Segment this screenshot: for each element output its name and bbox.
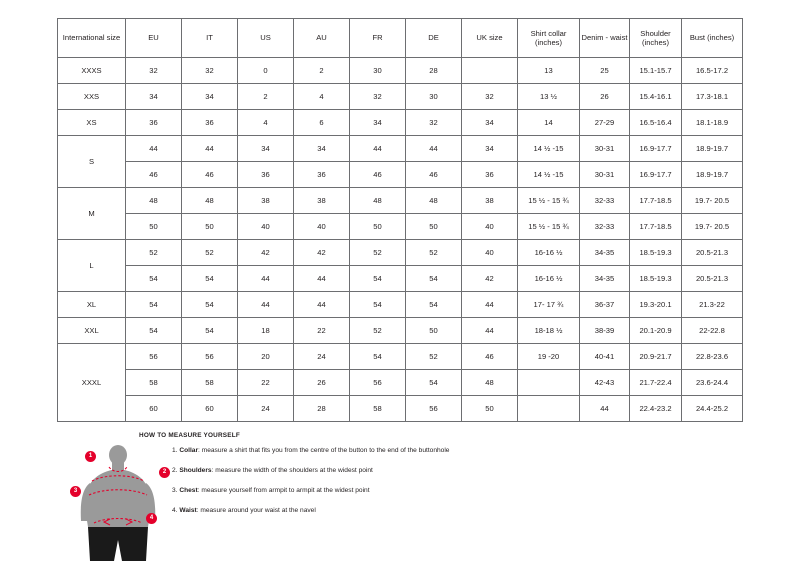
table-cell: 36 [238,162,294,188]
table-cell: 16-16 ½ [518,240,580,266]
table-cell: 54 [350,266,406,292]
table-cell: 25 [580,58,630,84]
instruction-number: 1. [172,447,178,454]
table-cell: 44 [294,292,350,318]
table-cell: 0 [238,58,294,84]
table-cell: 54 [350,344,406,370]
table-cell: 40-41 [580,344,630,370]
table-cell: 54 [350,292,406,318]
table-cell: 44 [580,396,630,422]
table-row [58,292,743,318]
column-header-shoulder: Shoulder (inches) [630,19,682,58]
cell-international-size: XXS [58,84,126,110]
instruction-number: 3. [172,487,178,495]
table-cell: 44 [182,136,238,162]
table-cell: 44 [406,136,462,162]
instruction-text: : measure the width of the shoulders at the widest point [211,467,373,475]
torso-diagram-icon [70,443,170,566]
table-cell: 30 [350,58,406,84]
table-cell: 42 [238,240,294,266]
table-cell: 20.9-21.7 [630,344,682,370]
table-cell: 34 [294,136,350,162]
instruction-text: : measure a shirt that fits you from the centre of the button to the end of the buttonhole [198,447,450,454]
table-cell: 48 [350,188,406,214]
column-header-shirt-collar: Shirt collar (inches) [518,19,580,58]
table-cell: 52 [350,318,406,344]
table-cell: 46 [462,344,518,370]
table-cell: 36 [126,110,182,136]
badge-shoulders: 2 [159,467,170,478]
cell-international-size: XS [58,110,126,136]
table-cell: 15 ½ - 15 ¾ [518,188,580,214]
table-cell: 44 [238,292,294,318]
table-cell: 54 [406,370,462,396]
table-cell: 34 [126,84,182,110]
table-cell: 4 [294,84,350,110]
column-header-denim-waist: Denim - waist [580,19,630,58]
table-cell: 48 [406,188,462,214]
instruction-number: 2. [172,467,178,475]
badge-collar: 1 [85,451,96,462]
table-cell: 23.6-24.4 [682,370,743,396]
table-cell: 44 [462,292,518,318]
table-cell: 60 [126,396,182,422]
table-cell: 40 [294,214,350,240]
table-cell: 48 [462,370,518,396]
table-cell: 34 [462,110,518,136]
table-cell: 14 ½ -15 [518,162,580,188]
table-cell: 19.7- 20.5 [682,214,743,240]
table-cell: 6 [294,110,350,136]
badge-waist: 4 [146,513,157,524]
table-cell: 36 [462,162,518,188]
table-cell: 26 [580,84,630,110]
cell-international-size: XL [58,292,126,318]
instruction-number: 4. [172,507,178,515]
table-cell: 20.1-20.9 [630,318,682,344]
table-cell: 16.5-16.4 [630,110,682,136]
table-cell: 17.7-18.5 [630,188,682,214]
table-cell: 30 [406,84,462,110]
table-cell: 18.9-19.7 [682,162,743,188]
table-cell: 54 [406,292,462,318]
table-cell: 32-33 [580,188,630,214]
table-cell: 42 [294,240,350,266]
howto-heading: HOW TO MEASURE YOURSELF [139,432,240,439]
instruction-item [172,507,612,516]
table-cell: 42-43 [580,370,630,396]
table-cell: 18.5-19.3 [630,240,682,266]
table-cell: 15.1-15.7 [630,58,682,84]
table-row [58,344,743,370]
table-cell: 21.7-22.4 [630,370,682,396]
table-row [58,266,743,292]
table-cell: 54 [182,266,238,292]
table-cell: 32-33 [580,214,630,240]
table-cell: 16.9-17.7 [630,136,682,162]
table-cell: 52 [350,240,406,266]
column-header-au: AU [294,19,350,58]
table-cell: 19.7- 20.5 [682,188,743,214]
table-cell: 36-37 [580,292,630,318]
table-cell: 18 [238,318,294,344]
table-cell: 22.4-23.2 [630,396,682,422]
column-header-international-size: International size [58,19,126,58]
table-cell: 17- 17 ¾ [518,292,580,318]
table-row [58,370,743,396]
measurement-figure [70,443,170,566]
table-cell: 44 [238,266,294,292]
column-header-de: DE [406,19,462,58]
table-cell: 32 [462,84,518,110]
table-cell: 34 [238,136,294,162]
table-cell: 34 [462,136,518,162]
cell-international-size: XXXS [58,58,126,84]
table-header-row [58,19,743,58]
table-row [58,162,743,188]
table-cell: 20 [238,344,294,370]
table-cell: 44 [462,318,518,344]
instruction-item [172,447,612,456]
table-cell: 48 [126,188,182,214]
table-cell: 52 [182,240,238,266]
table-cell: 36 [294,162,350,188]
table-cell: 2 [294,58,350,84]
table-cell: 28 [406,58,462,84]
table-cell: 16-16 ½ [518,266,580,292]
table-cell: 54 [126,266,182,292]
table-cell: 24 [238,396,294,422]
table-cell: 54 [182,292,238,318]
table-cell: 19 -20 [518,344,580,370]
table-cell: 18.1-18.9 [682,110,743,136]
table-cell: 46 [406,162,462,188]
table-cell: 58 [350,396,406,422]
table-cell: 20.5-21.3 [682,240,743,266]
table-cell: 38 [462,188,518,214]
table-cell: 19.3-20.1 [630,292,682,318]
measure-instructions [172,447,612,527]
table-cell: 30-31 [580,162,630,188]
table-row [58,110,743,136]
table-cell: 52 [406,240,462,266]
table-cell: 50 [182,214,238,240]
table-cell: 16.9-17.7 [630,162,682,188]
table-cell: 50 [406,214,462,240]
table-cell: 22 [294,318,350,344]
column-header-us: US [238,19,294,58]
cell-international-size: L [58,240,126,292]
table-cell: 46 [350,162,406,188]
table-cell: 54 [126,292,182,318]
table-row [58,318,743,344]
table-cell: 34-35 [580,240,630,266]
table-cell: 32 [182,58,238,84]
table-cell: 15 ½ - 15 ¾ [518,214,580,240]
table-cell: 36 [182,110,238,136]
table-row [58,188,743,214]
table-cell: 30-31 [580,136,630,162]
table-cell: 38-39 [580,318,630,344]
table-cell: 46 [126,162,182,188]
instruction-item [172,487,612,496]
instruction-text: : measure yourself from armpit to armpit at the widest point [197,487,370,495]
table-cell: 52 [126,240,182,266]
table-cell: 56 [126,344,182,370]
table-cell: 13 ½ [518,84,580,110]
instruction-item [172,467,612,476]
table-cell: 34 [350,110,406,136]
table-cell [462,58,518,84]
table-cell: 44 [294,266,350,292]
table-cell: 56 [182,344,238,370]
table-row [58,58,743,84]
table-cell: 13 [518,58,580,84]
table-cell: 46 [182,162,238,188]
table-row [58,136,743,162]
table-cell: 17.7-18.5 [630,214,682,240]
table-cell: 50 [350,214,406,240]
table-cell: 22-22.8 [682,318,743,344]
table-cell: 18.9-19.7 [682,136,743,162]
table-row [58,214,743,240]
column-header-fr: FR [350,19,406,58]
cell-international-size: XXL [58,318,126,344]
table-cell: 4 [238,110,294,136]
table-cell: 52 [406,344,462,370]
table-cell: 40 [238,214,294,240]
table-cell: 34 [182,84,238,110]
table-cell: 56 [350,370,406,396]
table-cell: 58 [182,370,238,396]
column-header-it: IT [182,19,238,58]
table-cell: 18-18 ½ [518,318,580,344]
table-cell: 40 [462,240,518,266]
table-row [58,396,743,422]
table-cell: 38 [238,188,294,214]
badge-chest: 3 [70,486,81,497]
table-cell: 20.5-21.3 [682,266,743,292]
column-header-eu: EU [126,19,182,58]
table-cell: 27-29 [580,110,630,136]
table-cell: 54 [406,266,462,292]
table-cell: 56 [406,396,462,422]
table-cell: 26 [294,370,350,396]
column-header-uk-size: UK size [462,19,518,58]
instruction-label: Waist [179,507,197,515]
table-cell: 24 [294,344,350,370]
table-cell: 32 [406,110,462,136]
table-cell: 50 [126,214,182,240]
table-cell: 16.5-17.2 [682,58,743,84]
table-cell: 21.3-22 [682,292,743,318]
table-cell: 54 [182,318,238,344]
table-cell: 22.8-23.6 [682,344,743,370]
table-cell: 38 [294,188,350,214]
table-cell: 58 [126,370,182,396]
table-cell: 40 [462,214,518,240]
instruction-label: Chest [179,487,198,495]
table-cell: 34-35 [580,266,630,292]
table-cell: 32 [350,84,406,110]
table-cell: 44 [126,136,182,162]
table-cell: 14 [518,110,580,136]
table-cell: 28 [294,396,350,422]
table-cell: 18.5-19.3 [630,266,682,292]
instruction-label: Shoulders [179,467,212,475]
table-cell: 15.4-16.1 [630,84,682,110]
table-cell: 54 [126,318,182,344]
table-cell: 14 ½ -15 [518,136,580,162]
cell-international-size: M [58,188,126,240]
table-cell: 60 [182,396,238,422]
table-cell: 44 [350,136,406,162]
table-cell: 42 [462,266,518,292]
table-cell: 24.4-25.2 [682,396,743,422]
table-cell: 32 [126,58,182,84]
table-cell: 2 [238,84,294,110]
table-row [58,84,743,110]
table-cell [518,370,580,396]
table-cell: 22 [238,370,294,396]
table-cell: 50 [462,396,518,422]
column-header-bust: Bust (inches) [682,19,743,58]
instruction-text: : measure around your waist at the navel [196,507,316,515]
table-cell: 17.3-18.1 [682,84,743,110]
table-cell: 48 [182,188,238,214]
size-chart-table [57,18,743,422]
cell-international-size: S [58,136,126,188]
instruction-label: Collar [179,447,199,454]
table-cell: 50 [406,318,462,344]
table-cell [518,396,580,422]
cell-international-size: XXXL [58,344,126,422]
table-row [58,240,743,266]
